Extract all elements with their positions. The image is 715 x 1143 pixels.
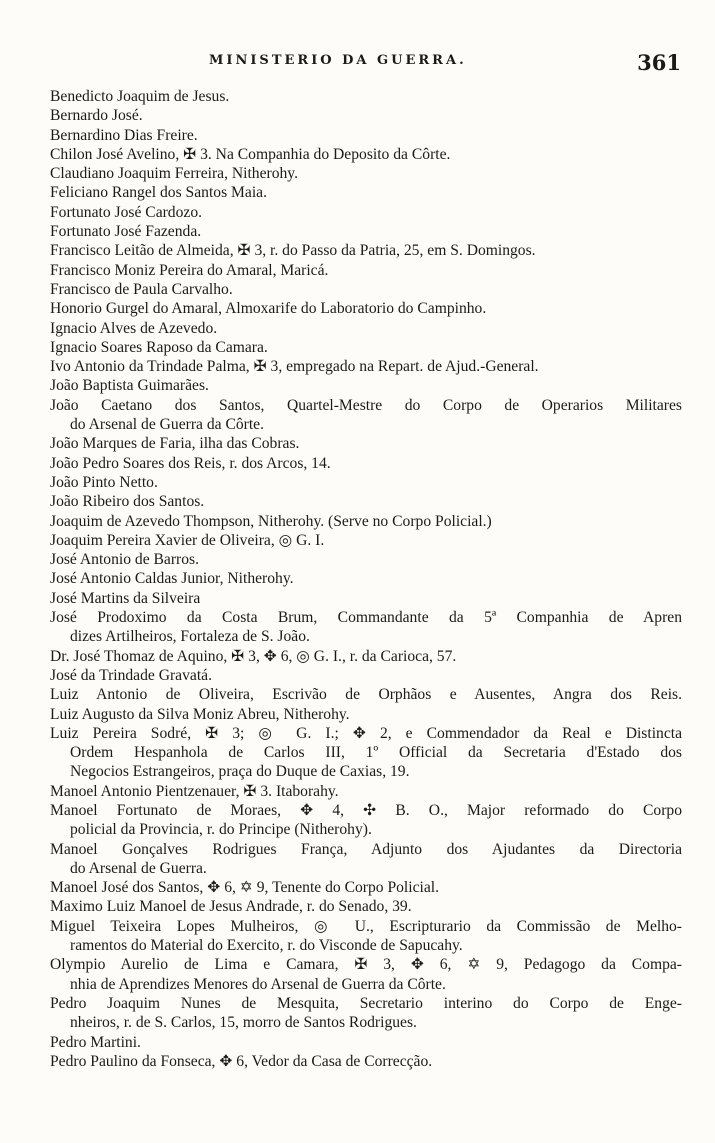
entry-line: João Ribeiro dos Santos. (50, 493, 205, 511)
entry-line: João Baptista Guimarães. (50, 377, 209, 395)
entry-line: Pedro Joaquim Nunes de Mesquita, Secretario interino do Corpo de Enge- (50, 994, 682, 1012)
entry-line: José Antonio de Barros. (50, 551, 199, 569)
entry-line: Manoel José dos Santos, ✥ 6, ✡ 9, Tenente do Corpo Policial. (50, 879, 440, 897)
entry-continuation-line: Ordem Hespanhola de Carlos III, 1º Official da Secretaria d'Estado dos (70, 744, 682, 762)
entry-line: Fortunato José Cardozo. (50, 203, 203, 221)
entry-line: Francisco de Paula Carvalho. (50, 280, 233, 298)
page-number: 361 (637, 50, 681, 75)
entry-line: Claudiano Joaquim Ferreira, Nitherohy. (50, 165, 298, 183)
entry-line: José Martins da Silveira (50, 589, 201, 607)
entry-line: Manoel Antonio Pientzenauer, ✠ 3. Itaborahy. (50, 782, 339, 800)
entry-line: João Pinto Netto. (50, 473, 158, 491)
page-header (0, 50, 715, 76)
entry-line: José Antonio Caldas Junior, Nitherohy. (50, 570, 294, 588)
entry-line: Benedicto Joaquim de Jesus. (50, 88, 230, 105)
entry-line: Ignacio Soares Raposo da Camara. (50, 338, 268, 356)
entry-continuation-line: policial da Provincia, r. do Principe (Nitherohy). (70, 821, 372, 839)
entry-line: Dr. José Thomaz de Aquino, ✠ 3, ✥ 6, ◎ G. I., r. da Carioca, 57. (50, 647, 457, 665)
entry-continuation-line: do Arsenal de Guerra. (70, 859, 207, 877)
entry-list (50, 87, 682, 1071)
entry-line: Luiz Augusto da Silva Moniz Abreu, Nitherohy. (50, 705, 350, 723)
entry-line: José Prodoximo da Costa Brum, Commandante da 5ª Companhia de Apren (50, 609, 682, 627)
entry-line: Luiz Antonio de Oliveira, Escrivão de Orphãos e Ausentes, Angra dos Reis. (50, 686, 682, 704)
entry-line: Francisco Moniz Pereira do Amaral, Maricá. (50, 261, 329, 279)
entry-line: Chilon José Avelino, ✠ 3. Na Companhia do Deposito da Côrte. (50, 145, 451, 163)
entry-line: Pedro Paulino da Fonseca, ✥ 6, Vedor da Casa de Correcção. (50, 1052, 433, 1070)
entry-continuation-line: ramentos do Material do Exercito, r. do Visconde de Sapucahy. (70, 937, 463, 955)
entry-line: Joaquim de Azevedo Thompson, Nitherohy. (Serve no Corpo Policial.) (50, 512, 492, 530)
entry-line: Bernardino Dias Freire. (50, 126, 198, 144)
entry-line: Miguel Teixeira Lopes Mulheiros, ◎ U., Escripturario da Commissão de Melho- (50, 917, 682, 935)
entry-line: João Marques de Faria, ilha das Cobras. (50, 435, 300, 453)
entry-line: Ignacio Alves de Azevedo. (50, 319, 218, 337)
entry-line: Manoel Fortunato de Moraes, ✥ 4, ✣ B. O., Major reformado do Corpo (50, 801, 682, 819)
entry-line: Ivo Antonio da Trindade Palma, ✠ 3, empregado na Repart. de Ajud.-General. (50, 358, 539, 376)
entry-line: João Caetano dos Santos, Quartel-Mestre do Corpo de Operarios Militares (50, 396, 682, 414)
entry-line: Manoel Gonçalves Rodrigues França, Adjunto dos Ajudantes da Directoria (50, 840, 682, 858)
entry-continuation-line: nhia de Aprendizes Menores do Arsenal de Guerra da Côrte. (70, 975, 446, 993)
entry-line: José da Trindade Gravatá. (50, 666, 212, 684)
entry-line: Honorio Gurgel do Amaral, Almoxarife do Laboratorio do Campinho. (50, 300, 487, 318)
entry-line: Francisco Leitão de Almeida, ✠ 3, r. do Passo da Patria, 25, em S. Domingos. (50, 242, 536, 260)
entry-continuation-line: Negocios Estrangeiros, praça do Duque de Caxias, 19. (70, 763, 410, 781)
page-title: MINISTERIO DA GUERRA. (209, 53, 467, 68)
entry-continuation-line: nheiros, r. de S. Carlos, 15, morro de Santos Rodrigues. (70, 1014, 417, 1032)
entry-line: Fortunato José Fazenda. (50, 223, 202, 241)
entry-line: João Pedro Soares dos Reis, r. dos Arcos, 14. (50, 454, 331, 472)
entry-line: Feliciano Rangel dos Santos Maia. (50, 184, 267, 202)
entry-line: Luiz Pereira Sodré, ✠ 3; ◎ G. I.; ✥ 2, e Commendador da Real e Distincta (50, 724, 682, 742)
entry-continuation-line: do Arsenal de Guerra da Côrte. (70, 416, 264, 434)
entry-line: Joaquim Pereira Xavier de Oliveira, ◎ G. I. (50, 531, 325, 549)
entry-continuation-line: dizes Artilheiros, Fortaleza de S. João. (70, 628, 310, 646)
entry-line: Pedro Martini. (50, 1033, 141, 1051)
entry-line: Maximo Luiz Manoel de Jesus Andrade, r. do Senado, 39. (50, 898, 412, 916)
entry-line: Olympio Aurelio de Lima e Camara, ✠ 3, ✥ 6, ✡ 9, Pedagogo da Compa- (50, 956, 682, 974)
entry-line: Bernardo José. (50, 107, 143, 125)
